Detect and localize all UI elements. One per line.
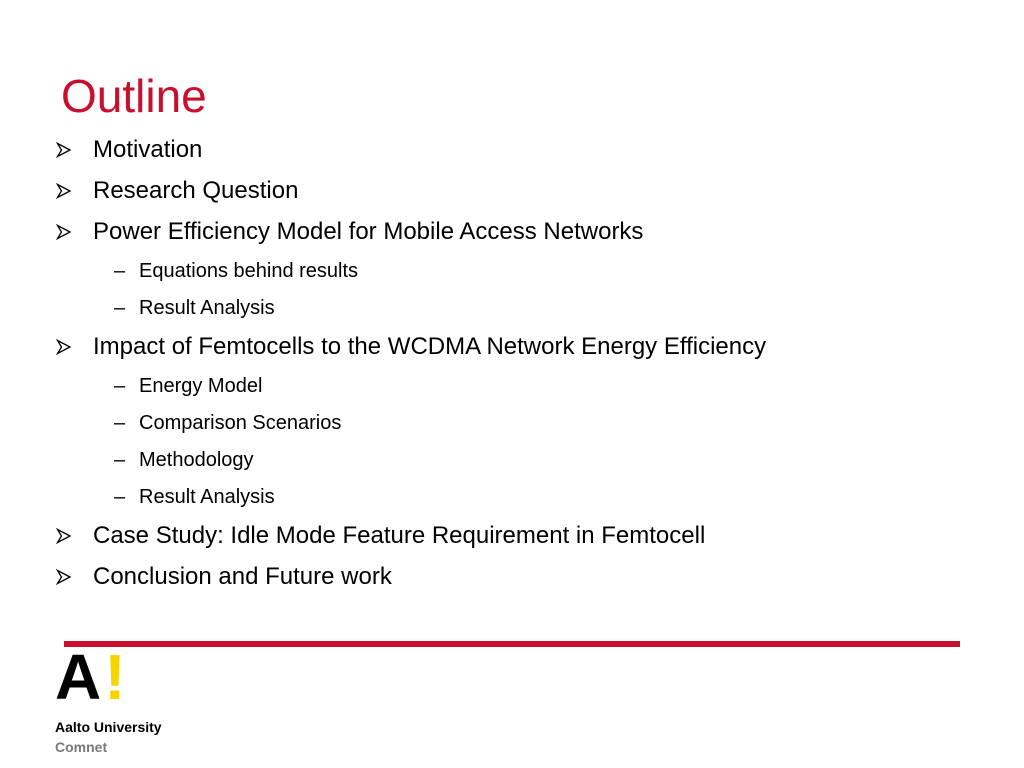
outline-subitem bbox=[0, 479, 1024, 516]
outline-subitem-text: Methodology bbox=[139, 449, 254, 471]
outline-subitem bbox=[0, 253, 1024, 290]
footer-divider bbox=[64, 641, 960, 647]
outline-subitem bbox=[0, 368, 1024, 405]
outline-item bbox=[0, 171, 1024, 212]
outline-subitem bbox=[0, 290, 1024, 327]
outline-subitem-text: Energy Model bbox=[139, 375, 263, 397]
arrowhead-bullet-icon bbox=[56, 142, 72, 158]
outline-subitem-text: Comparison Scenarios bbox=[139, 412, 342, 434]
outline-subitem-text: Result Analysis bbox=[139, 486, 275, 508]
outline-item-text: Motivation bbox=[93, 136, 203, 163]
university-name: Aalto University bbox=[55, 719, 162, 735]
dash-bullet: – bbox=[114, 486, 126, 508]
outline-item bbox=[0, 212, 1024, 253]
dash-bullet: – bbox=[114, 449, 126, 471]
outline-subitem bbox=[0, 442, 1024, 479]
outline-item bbox=[0, 130, 1024, 171]
arrowhead-bullet-icon bbox=[56, 569, 72, 585]
arrowhead-bullet-icon bbox=[56, 339, 72, 355]
dash-bullet: – bbox=[114, 260, 126, 282]
arrowhead-bullet-icon bbox=[56, 183, 72, 199]
outline-subitem bbox=[0, 405, 1024, 442]
dash-bullet: – bbox=[114, 375, 126, 397]
aalto-logo bbox=[55, 641, 126, 713]
slide-title: Outline bbox=[61, 70, 207, 122]
dash-bullet: – bbox=[114, 412, 126, 434]
logo-letter: A bbox=[55, 641, 102, 713]
outline-item bbox=[0, 516, 1024, 557]
dash-bullet: – bbox=[114, 297, 126, 319]
outline-subitem-text: Equations behind results bbox=[139, 260, 359, 282]
department-name: Comnet bbox=[55, 739, 108, 755]
outline-item-text: Research Question bbox=[93, 177, 299, 204]
outline-item-text: Conclusion and Future work bbox=[93, 563, 392, 590]
outline-item bbox=[0, 327, 1024, 368]
arrowhead-bullet-icon bbox=[56, 224, 72, 240]
outline-item-text: Impact of Femtocells to the WCDMA Network Energy Efficiency bbox=[93, 333, 767, 360]
logo-mark: ! bbox=[104, 641, 126, 713]
outline-subitem-text: Result Analysis bbox=[139, 297, 275, 319]
outline-item-text: Case Study: Idle Mode Feature Requirement in Femtocell bbox=[93, 522, 706, 549]
outline-item-text: Power Efficiency Model for Mobile Access Networks bbox=[93, 218, 644, 245]
outline-item bbox=[0, 557, 1024, 598]
outline-list bbox=[0, 130, 1024, 598]
arrowhead-bullet-icon bbox=[56, 528, 72, 544]
